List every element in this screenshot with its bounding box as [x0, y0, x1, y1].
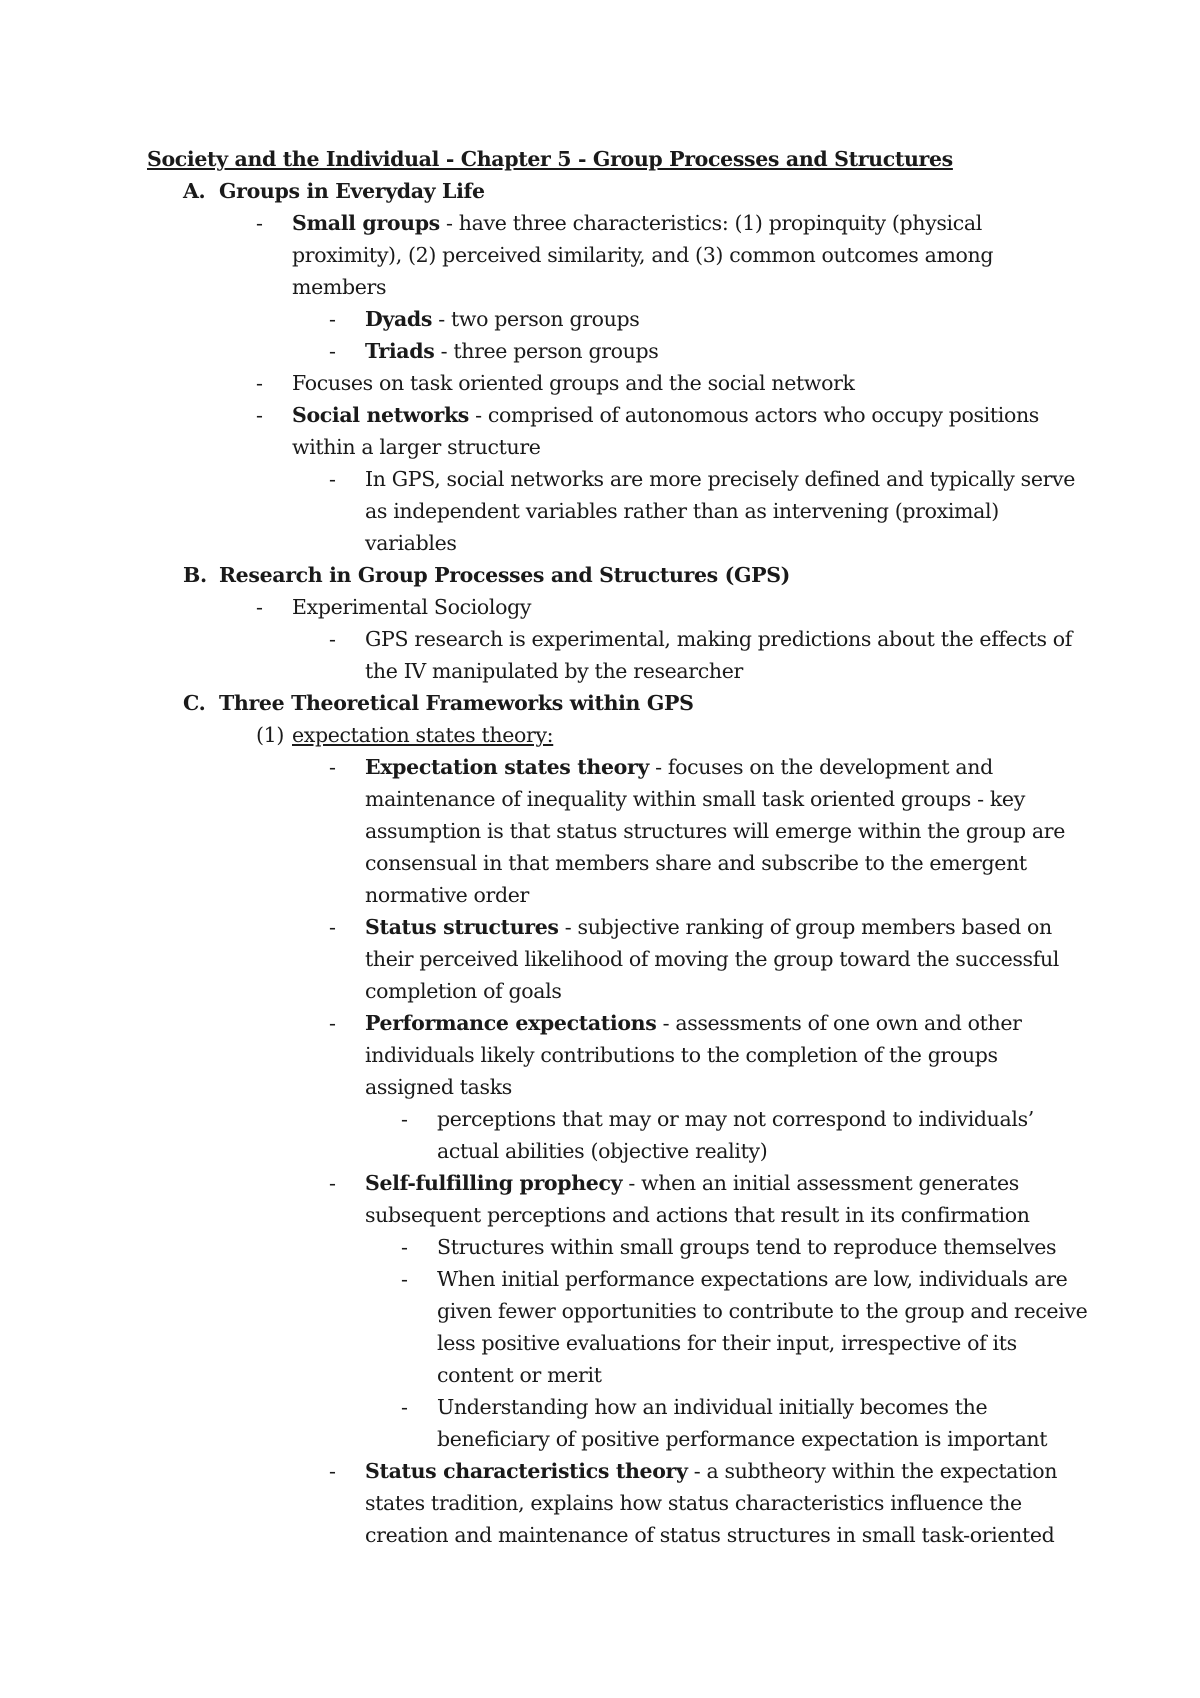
term-social-networks: Social networks	[292, 403, 469, 427]
section-c-marker	[183, 687, 205, 719]
status-characteristics-line: states tradition, explains how status characteristics influence the	[365, 1491, 1022, 1515]
bullet-dash: -	[256, 403, 263, 427]
experimental-sociology-item: Experimental Sociology	[292, 595, 532, 619]
gps-note-line: as independent variables rather than as intervening (proximal)	[365, 499, 999, 523]
page-title: Society and the Individual - Chapter 5 - Group Processes and Structures	[147, 147, 953, 171]
gps-research-line: GPS research is experimental, making predictions about the effects of	[365, 627, 1073, 651]
section-c-heading	[219, 687, 694, 719]
understanding-line: Understanding how an individual initially becomes the	[437, 1395, 988, 1419]
section-a-marker	[183, 175, 205, 207]
section-b-marker	[183, 559, 207, 591]
gps-research-line: the IV manipulated by the researcher	[365, 659, 743, 683]
expectation-states-line: normative order	[365, 883, 529, 907]
expectation-states-def: - focuses on the development and	[648, 755, 993, 779]
performance-expectations-item	[365, 1007, 1022, 1039]
triads-item	[365, 335, 658, 367]
small-groups-line: members	[292, 275, 387, 299]
expectation-states-line: maintenance of inequality within small task oriented groups - key	[365, 787, 1025, 811]
small-groups-line: proximity), (2) perceived similarity, and (3) common outcomes among	[292, 243, 994, 267]
bullet-dash: -	[256, 595, 263, 619]
expectation-states-line: consensual in that members share and subscribe to the emergent	[365, 851, 1027, 875]
subsection-number: (1)	[256, 723, 284, 747]
status-characteristics-item	[365, 1455, 1057, 1487]
bullet-dash: -	[401, 1395, 408, 1419]
expectation-states-item	[365, 751, 993, 783]
structures-reproduce-line: Structures within small groups tend to reproduce themselves	[437, 1235, 1057, 1259]
low-expectations-line: less positive evaluations for their input, irrespective of its	[437, 1331, 1017, 1355]
performance-expectations-line: individuals likely contributions to the completion of the groups	[365, 1043, 998, 1067]
low-expectations-line: When initial performance expectations are low, individuals are	[437, 1267, 1068, 1291]
bullet-dash: -	[329, 755, 336, 779]
low-expectations-line: content or merit	[437, 1363, 602, 1387]
perceptions-line: actual abilities (objective reality)	[437, 1139, 768, 1163]
focus-item: Focuses on task oriented groups and the social network	[292, 371, 855, 395]
section-a-letter: A.	[183, 179, 206, 203]
section-c-letter: C.	[183, 691, 206, 715]
section-a-heading	[219, 175, 485, 207]
low-expectations-line: given fewer opportunities to contribute to the group and receive	[437, 1299, 1088, 1323]
section-b-heading	[219, 559, 790, 591]
bullet-dash: -	[401, 1267, 408, 1291]
term-performance-expectations: Performance expectations	[365, 1011, 657, 1035]
bullet-dash: -	[329, 1459, 336, 1483]
bullet-dash: -	[329, 467, 336, 491]
term-expectation-states-theory: Expectation states theory	[365, 755, 649, 779]
social-networks-def: - comprised of autonomous actors who occupy positions	[469, 403, 1039, 427]
gps-note-line: variables	[365, 531, 457, 555]
term-self-fulfilling-prophecy: Self-fulfilling prophecy	[365, 1171, 623, 1195]
self-fulfilling-prophecy-def: - when an initial assessment generates	[622, 1171, 1019, 1195]
perceptions-line: perceptions that may or may not correspond to individuals’	[437, 1107, 1034, 1131]
term-small-groups: Small groups	[292, 211, 440, 235]
bullet-dash: -	[401, 1107, 408, 1131]
status-structures-line: completion of goals	[365, 979, 562, 1003]
performance-expectations-def: - assessments of one own and other	[656, 1011, 1022, 1035]
bullet-dash: -	[329, 339, 336, 363]
term-status-characteristics-theory: Status characteristics theory	[365, 1459, 688, 1483]
status-characteristics-def: - a subtheory within the expectation	[687, 1459, 1058, 1483]
bullet-dash: -	[329, 915, 336, 939]
term-status-structures: Status structures	[365, 915, 559, 939]
expectation-states-line: assumption is that status structures will emerge within the group are	[365, 819, 1066, 843]
bullet-dash: -	[256, 211, 263, 235]
understanding-line: beneficiary of positive performance expectation is important	[437, 1427, 1048, 1451]
term-dyads: Dyads	[365, 307, 433, 331]
status-structures-item	[365, 911, 1052, 943]
gps-note-line: In GPS, social networks are more precisely defined and typically serve	[365, 467, 1076, 491]
performance-expectations-line: assigned tasks	[365, 1075, 512, 1099]
small-groups-item	[292, 207, 982, 239]
term-triads: Triads	[365, 339, 435, 363]
self-fulfilling-prophecy-line: subsequent perceptions and actions that result in its confirmation	[365, 1203, 1030, 1227]
triads-def: - three person groups	[434, 339, 659, 363]
status-structures-def: - subjective ranking of group members based on	[558, 915, 1052, 939]
bullet-dash: -	[329, 627, 336, 651]
bullet-dash: -	[401, 1235, 408, 1259]
status-characteristics-line: creation and maintenance of status structures in small task-oriented	[365, 1523, 1055, 1547]
section-b-heading-text: Research in Group Processes and Structures (GPS)	[219, 563, 791, 587]
social-networks-line: within a larger structure	[292, 435, 541, 459]
bullet-dash: -	[329, 307, 336, 331]
section-a-heading-text: Groups in Everyday Life	[219, 179, 485, 203]
bullet-dash: -	[329, 1171, 336, 1195]
self-fulfilling-prophecy-item	[365, 1167, 1019, 1199]
dyads-item	[365, 303, 639, 335]
bullet-dash: -	[256, 371, 263, 395]
subsection-label: expectation states theory:	[292, 723, 554, 747]
status-structures-line: their perceived likelihood of moving the group toward the successful	[365, 947, 1060, 971]
small-groups-def: - have three characteristics: (1) propinquity (physical	[439, 211, 982, 235]
dyads-def: - two person groups	[432, 307, 640, 331]
social-networks-item	[292, 399, 1039, 431]
section-c-heading-text: Three Theoretical Frameworks within GPS	[219, 691, 694, 715]
bullet-dash: -	[329, 1011, 336, 1035]
section-b-letter: B.	[183, 563, 207, 587]
